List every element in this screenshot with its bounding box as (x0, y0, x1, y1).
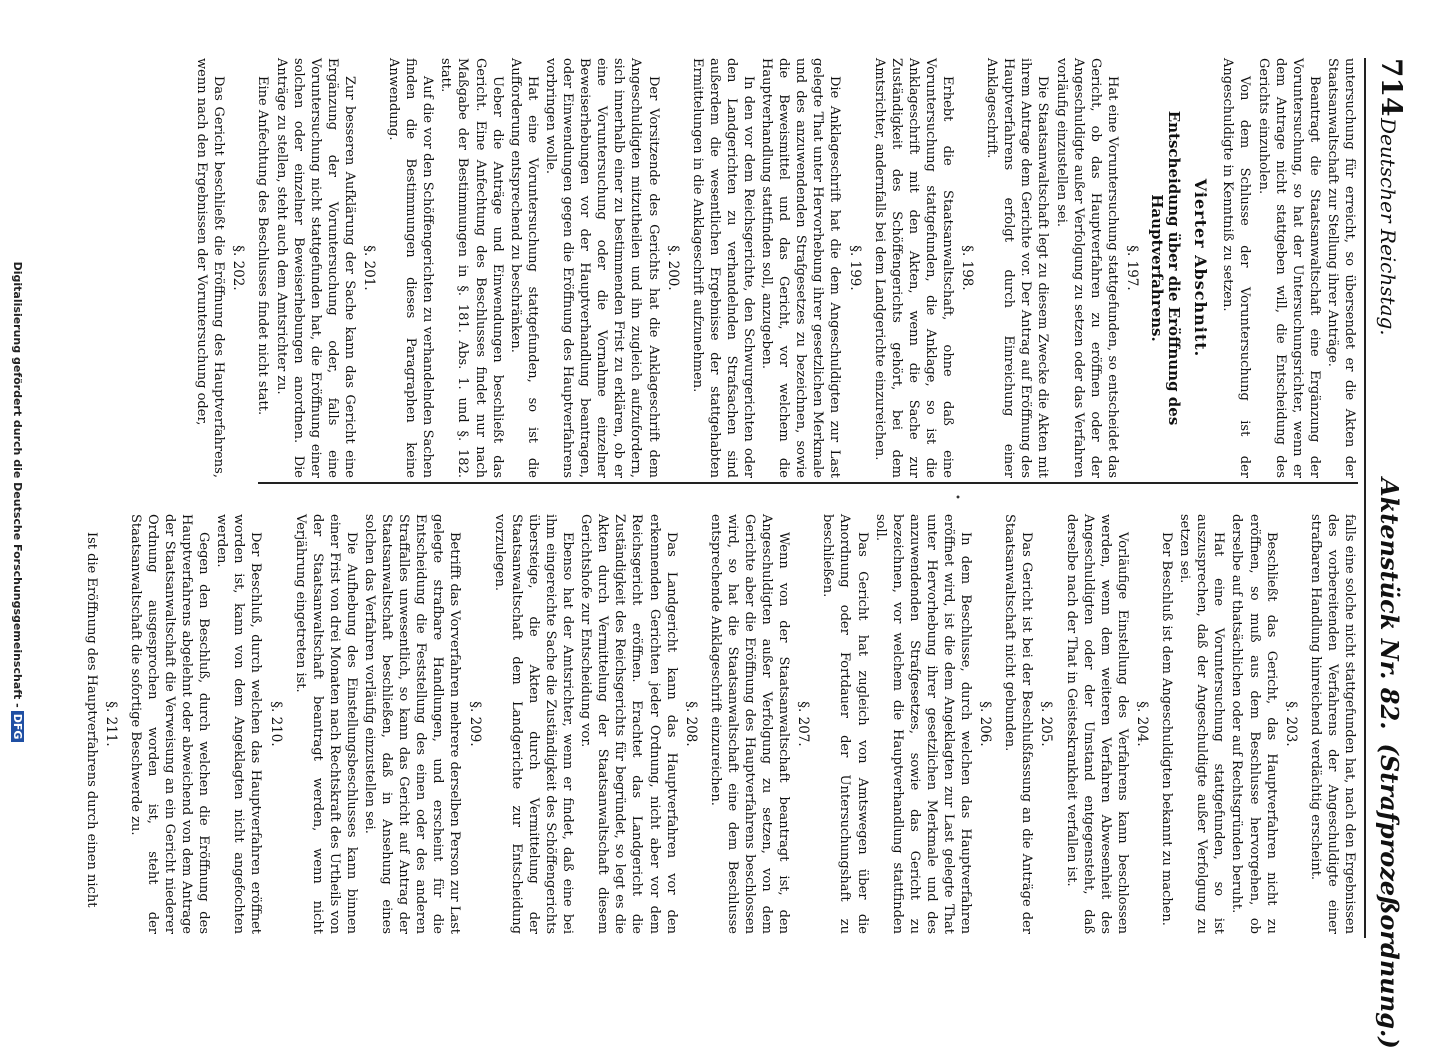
text-paragraph: Hat eine Voruntersuchung stattgefunden, so ist auszusprechen, daß der Angeschuldigte außer Verfolgung zu setzen sei. (1177, 514, 1227, 934)
paragraph-number: §. 199. (846, 245, 863, 291)
text-paragraph: Ueber die Anträge und Einwendungen beschließt das Gericht. Eine Anfechtung des Beschlusses findet nur nach Maßgabe der Bestimmungen in §. 181. Abs. 1. und §. 182. statt. (438, 58, 505, 478)
text-paragraph: Eine Anfechtung des Beschlusses findet nicht statt. (255, 76, 271, 416)
paragraph-number: §. 207. (795, 701, 812, 747)
doc-subtitle: (Strafprozeßordnung.) (1375, 743, 1404, 1049)
text-paragraph: Gegen den Beschluß, durch welchen die Eröffnung des Hauptverfahrens abgelehnt oder abweichend von dem Antrage der Staatsanwaltschaft die Verweisung an ein Gericht niederer Ordnung ausgesprochen worden ist, steht der Staatsanwaltschaft die sofortige Beschwerde zu. (127, 514, 212, 934)
digitization-credit (11, 52, 24, 952)
text-paragraph: Das Landgericht kann das Hauptverfahren vor den erkennenden Gerichten jeder Ordnung, nicht aber vor dem Reichsgericht eröffnen. Erachtet das Landgericht die Zuständigkeit des Reichsgerichts für begründet, so legt es die Akten durch Vermittelung der Staatsanwaltschaft diesem Gerichtshofe zur Entscheidung vor. (578, 514, 679, 934)
text-paragraph: Erhebt die Staatsanwaltschaft, ohne daß eine Voruntersuchung stattgefunden, die Anklage, so ist die Anklageschrift mit den Akten, wenn die Sache zur Zuständigkeit des Schöffengerichts gehört, bei dem Amtsrichter, andernfalls bei dem Landgerichte einzureichen. (871, 58, 956, 478)
paragraph-number: §. 211. (102, 701, 119, 747)
text-paragraph: falls eine solche nicht stattgefunden hat, nach den Ergebnissen des vorbereitenden Verfahrens der Angeschuldigte einer strafbaren Handlung hinreichend verdächtig erscheint. (1307, 514, 1357, 934)
text-paragraph: Der Beschluß ist dem Angeschuldigten bekannt zu machen. (1159, 532, 1175, 926)
text-paragraph: Beschließt das Gericht, das Hauptverfahren nicht zu eröffnen, so muß aus dem Beschlusse hervorgehen, ob derselbe auf thatsächlichen oder auf Rechtsgründen beruht. (1229, 514, 1279, 934)
text-paragraph: Zur besseren Aufklärung der Sache kann das Gericht eine Ergänzung der Voruntersuchung oder, falls eine Voruntersuchung nicht stattgefunden hat, die Eröffnung einer solchen oder einzelner Beweiserhebungen anordnen. Die Anträge zu stellen, steht auch dem Amtsrichter zu. (273, 58, 357, 478)
text-paragraph: Ebenso hat der Amtsrichter, wenn er findet, daß eine bei ihm eingereichte Sache die Zuständigkeit des Schöffengerichts übersteige, die Akten durch Vermittelung der Staatsanwaltschaft dem Landgerichte zur Entscheidung vorzulegen. (491, 514, 576, 934)
text-paragraph: Vorläufige Einstellung des Verfahrens kann beschlossen werden, wenn dem weiteren Verfahren Abwesenheit des Angeschuldigten oder der Umstand entgegensteht, daß derselbe nach der That in Geisteskrankheit verfallen ist. (1063, 514, 1130, 934)
text-paragraph: Betrifft das Vorverfahren mehrere derselben Person zur Last gelegte strafbare Handlungen, und erscheint für die Entscheidung die Feststellung des einen oder des anderen Straffalles unwesentlich, so kann das Gericht auf Antrag der Staatsanwaltschaft beschließen, daß in Ansehung eines solchen das Verfahren vorläufig einzustellen sei. (362, 514, 463, 934)
document-label (1375, 478, 1404, 1049)
text-paragraph: Das Gericht ist bei der Beschlußfassung an die Anträge der Staatsanwaltschaft nicht gebunden. (1002, 514, 1035, 934)
page-number: 714 (1375, 58, 1408, 117)
text-paragraph: Das Gericht beschließt die Eröffnung des Hauptverfahrens, wenn nach den Ergebnissen der Voruntersuchung oder, (194, 58, 227, 478)
left-text-column (128, 58, 1358, 478)
text-paragraph: Ist die Eröffnung des Hauptverfahrens durch einen nicht (83, 532, 99, 908)
right-text-column (83, 514, 1358, 934)
text-paragraph: Hat eine Voruntersuchung stattgefunden, so entscheidet das Gericht, ob das Hauptverfahren zu eröffnen oder der Angeschuldigte außer Verfolgung zu setzen oder das Verfahren vorläufig einzustellen sei. (1053, 58, 1120, 478)
paragraph-number: §. 202. (230, 245, 247, 291)
text-paragraph: Wenn von der Staatsanwaltschaft beantragt ist, den Angeschuldigten außer Verfolgung zu setzen, von dem Gerichte aber die Eröffnung des Hauptverfahrens beschlossen wird, so hat die Staatsanwaltschaft eine dem Beschlusse entsprechende Anklageschrift einzureichen. (707, 514, 792, 934)
doc-number-label: Aktenstück Nr. 82. (1375, 478, 1404, 730)
running-title: Deutscher Reichstag. (1376, 118, 1400, 336)
paragraph-number: §. 201. (361, 245, 378, 291)
credit-text: Digitalisierung gefördert durch die Deutsche Forschungsgemeinschaft - (11, 261, 24, 708)
header-rule (1364, 58, 1366, 938)
text-paragraph: Die Aufhebung des Einstellungsbeschlusses kann binnen einer Frist von drei Monaten nach Rechtskraft des Urtheils von der Staatsanwaltschaft beantragt werden, wenn nicht Verjährung eingetreten ist. (292, 514, 359, 934)
text-paragraph: Beantragt die Staatsanwaltschaft eine Ergänzung der Voruntersuchung, so hat der Untersuchungsrichter, wenn er dem Antrage nicht stattgeben will, die Entscheidung des Gerichts einzuholen. (1255, 58, 1322, 478)
paragraph-number: §. 208. (682, 701, 699, 747)
scan-speck: • (951, 494, 962, 500)
paragraph-number: §. 197. (1123, 245, 1140, 291)
text-paragraph: untersuchung für erreicht, so übersendet er die Akten der Staatsanwaltschaft zur Stellung ihrer Anträge. (1324, 58, 1357, 478)
text-paragraph: Die Anklageschrift hat die dem Angeschuldigten zur Last gelegte That unter Hervorhebung ihrer gesetzlichen Merkmale und des anzuwendenden Strafgesetzes zu bezeichnen, sowie die Beweismittel und das Gericht, vor welchem die Hauptverhandlung stattfinden soll, anzugeben. (759, 58, 843, 478)
text-paragraph: Der Vorsitzende des Gerichts hat die Anklageschrift dem Angeschuldigten mitzutheilen und ihn zugleich aufzufordern, sich innerhalb einer zu bestimmenden Frist zu erklären, ob er eine Voruntersuchung oder die Vornahme einzelner Beweiserhebungen vor der Hauptverhandlung beantragen, oder Einwendungen gegen die Eröffnung des Hauptverfahrens vorbringen wolle. (542, 58, 661, 478)
paragraph-number: §. 200. (664, 245, 681, 291)
text-paragraph: Der Beschluß, durch welchen das Hauptverfahren eröffnet worden ist, kann von dem Angeklagten nicht angefochten werden. (214, 514, 264, 934)
text-paragraph: In dem Beschlusse, durch welchen das Hauptverfahren eröffnet wird, ist die dem Angeklagten zur Last gelegte That unter Hervorhebung ihrer gesetzlichen Merkmale und des anzuwendenden Strafgesetzes, sowie das Gericht zu bezeichnen, vor welchem die Hauptverhandlung stattfinden soll. (872, 514, 974, 934)
dfg-logo: DFG (11, 711, 24, 743)
paragraph-number: §. 206. (977, 701, 994, 747)
section-heading: Entscheidung über die Eröffnung des Hauptverfahrens. (1148, 110, 1184, 426)
page-header (1372, 58, 1412, 1049)
paragraph-number: §. 198. (959, 245, 976, 291)
text-paragraph: Die Staatsanwaltschaft legt zu diesem Zwecke die Akten mit ihrem Antrage dem Gerichte vor. Der Antrag auf Eröffnung des Hauptverfahrens erfolgt durch Einreichung einer Anklageschrift. (984, 58, 1051, 478)
text-paragraph: Hat eine Voruntersuchung stattgefunden, so ist die Aufforderung entsprechend zu beschränken. (507, 58, 540, 478)
paragraph-number: §. 204. (1133, 701, 1150, 747)
paragraph-number: §. 203. (1282, 701, 1299, 747)
paragraph-number: §. 209. (466, 701, 483, 747)
paragraph-number: §. 210. (267, 701, 284, 747)
column-divider (258, 482, 1358, 484)
text-paragraph: Von dem Schlusse der Voruntersuchung ist der Angeschuldigte in Kenntniß zu setzen. (1220, 58, 1253, 478)
section-heading: Vierter Abschnitt. (1191, 178, 1211, 358)
paragraph-number: §. 205. (1038, 701, 1055, 747)
text-paragraph: Auf die vor den Schöffengerichten zu verhandelnden Sachen finden die Bestimmungen dieses Paragraphen keine Anwendung. (386, 58, 436, 478)
text-paragraph: In den vor dem Reichsgerichte, den Schwurgerichten oder den Landgerichten zu verhandelnden Strafsachen sind außerdem die wesentlichen Ergebnisse der stattgehabten Ermittelungen in die Anklageschrift aufzunehmen. (689, 58, 756, 478)
text-paragraph: Das Gericht hat zugleich von Amtswegen über die Anordnung oder Fortdauer der Untersuchungshaft zu beschließen. (820, 514, 870, 934)
